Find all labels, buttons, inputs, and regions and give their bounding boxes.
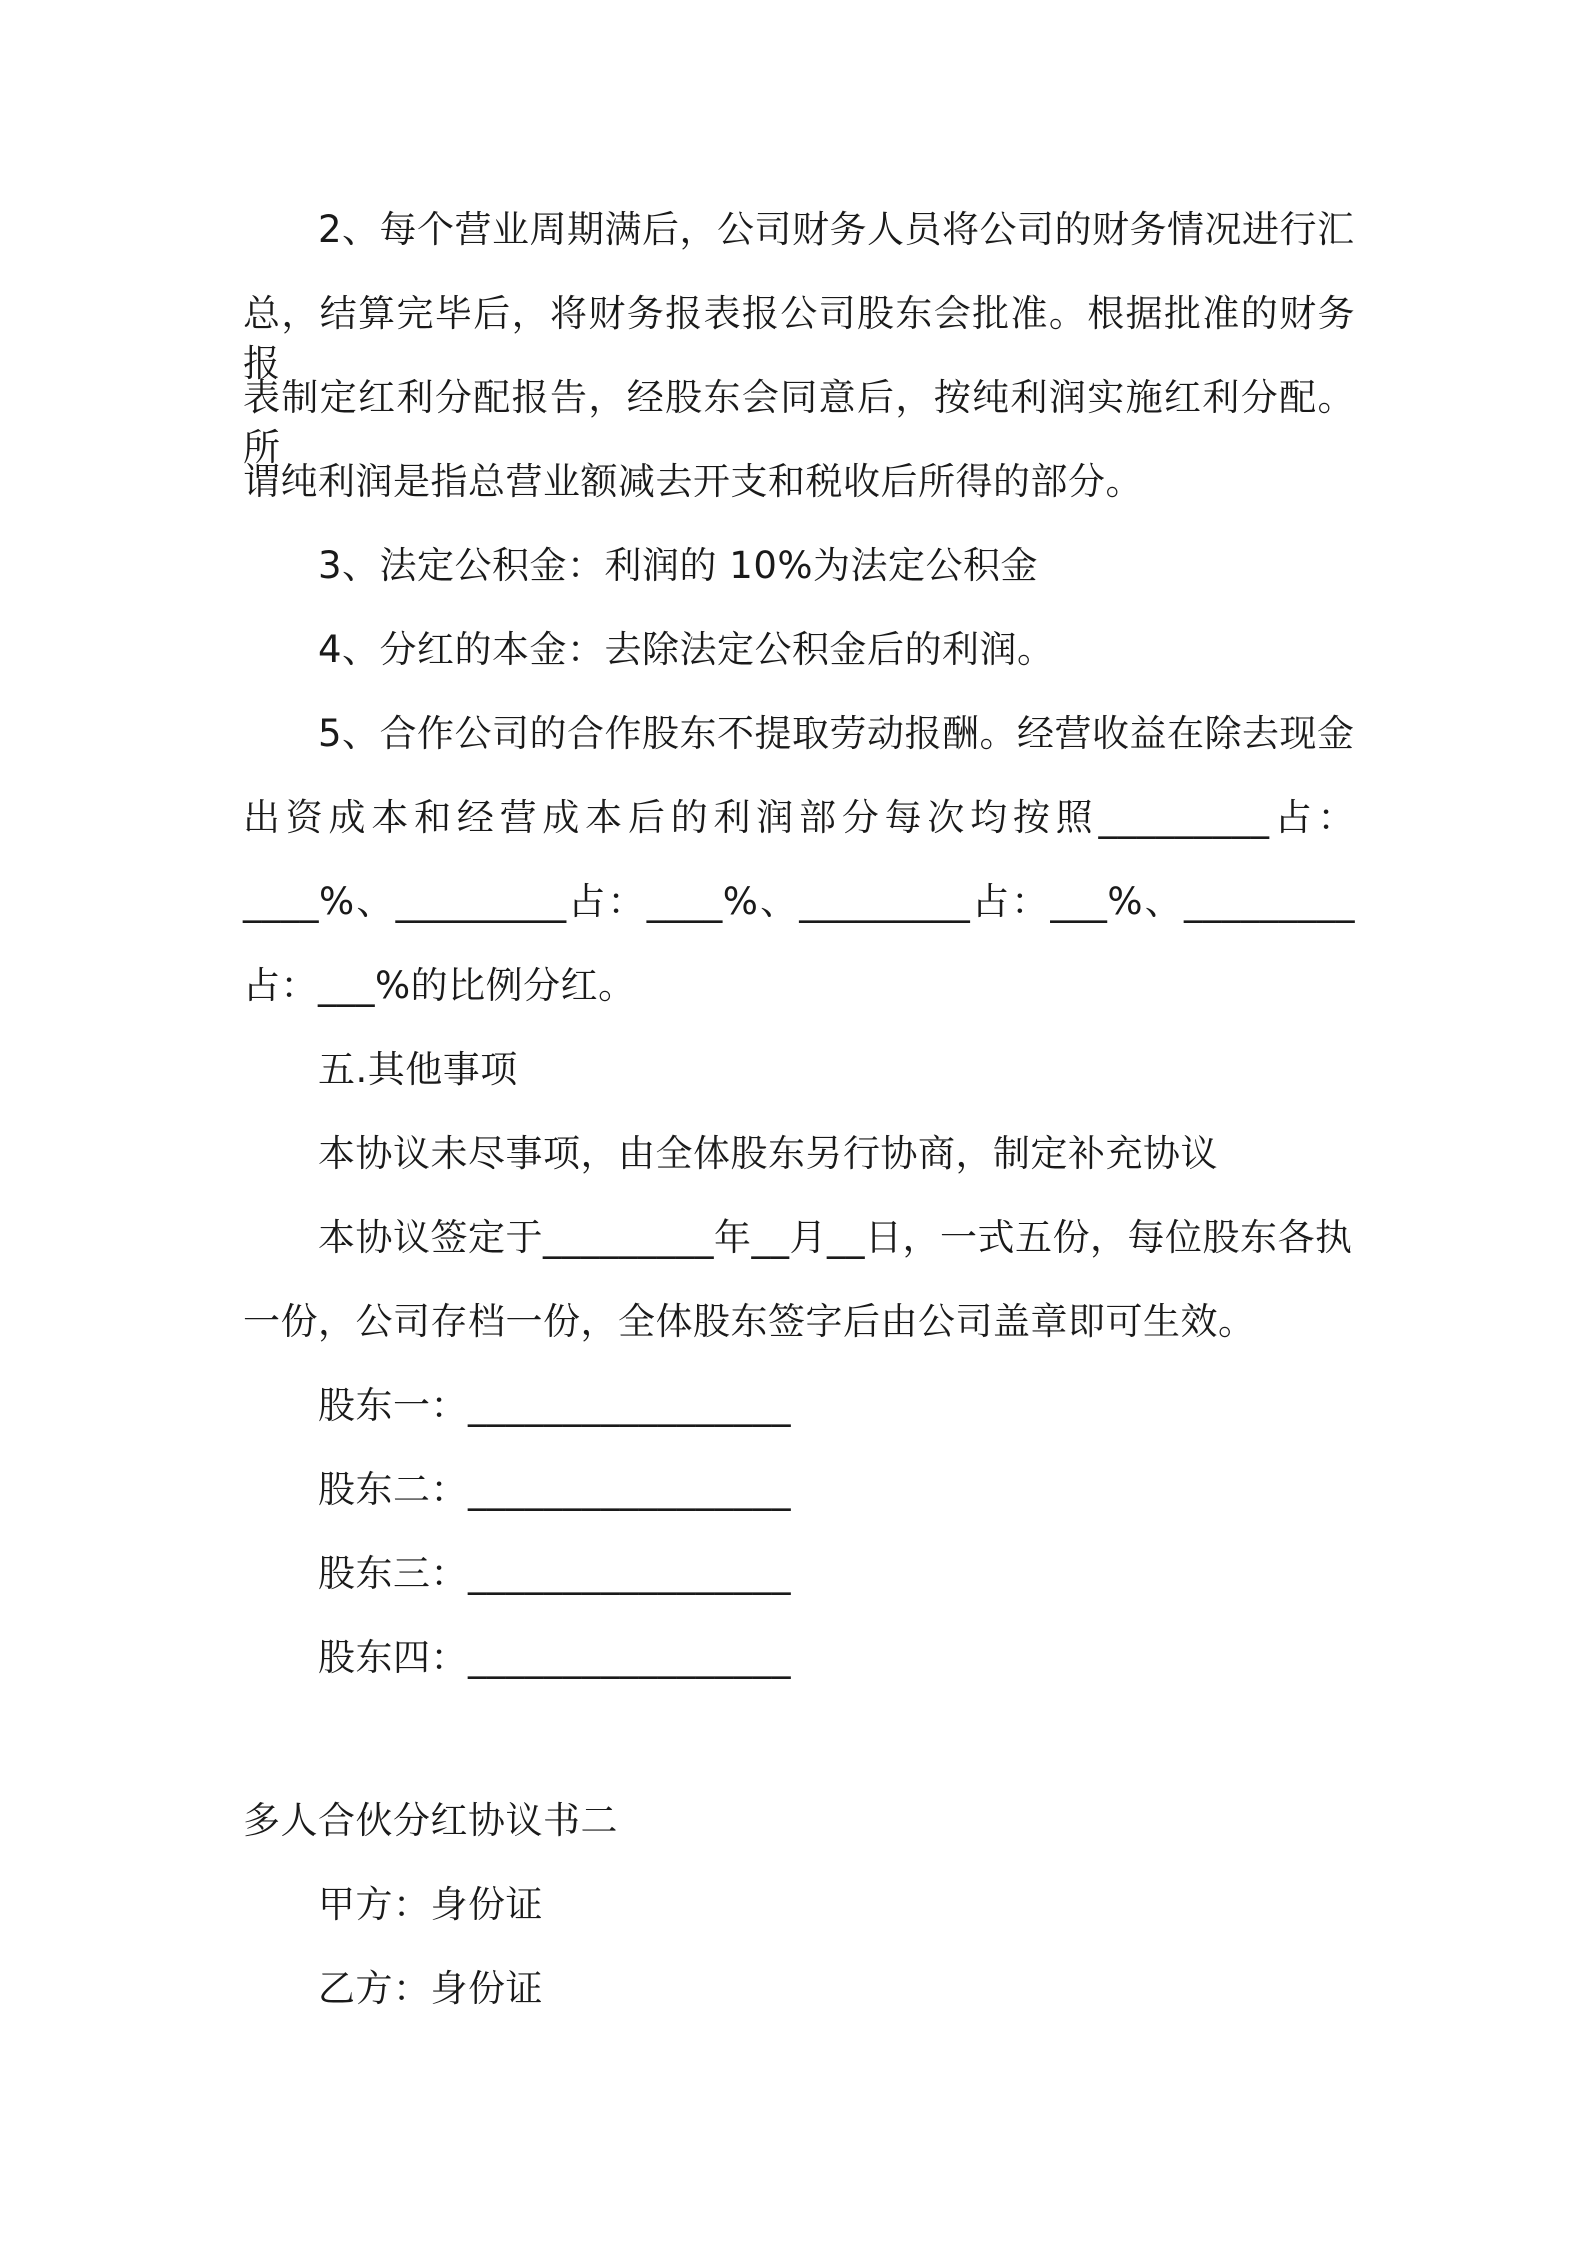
- paragraph-line: 表制定红利分配报告，经股东会同意后，按纯利润实施红利分配。所: [243, 376, 1355, 469]
- paragraph-line: 本协议签定于_________年__月__日，一式五份，每位股东各执: [318, 1216, 1353, 1259]
- signature-line: 股东三：_________________: [318, 1552, 791, 1595]
- document-title: 多人合伙分红协议书二: [243, 1799, 618, 1842]
- paragraph-line: 本协议未尽事项，由全体股东另行协商，制定补充协议: [318, 1132, 1218, 1175]
- party-line: 乙方：身份证: [318, 1967, 543, 2010]
- paragraph-line: 5、合作公司的合作股东不提取劳动报酬。经营收益在除去现金: [318, 712, 1355, 755]
- signature-line: 股东四：_________________: [318, 1636, 791, 1679]
- paragraph-line: ____%、_________占：____%、_________占：___%、_________: [243, 880, 1355, 923]
- paragraph-line: 2、每个营业周期满后，公司财务人员将公司的财务情况进行汇: [318, 208, 1355, 251]
- paragraph-line: 谓纯利润是指总营业额减去开支和税收后所得的部分。: [243, 460, 1143, 503]
- party-line: 甲方：身份证: [318, 1883, 543, 1926]
- paragraph-line: 3、法定公积金：利润的 10%为法定公积金: [318, 544, 1039, 587]
- signature-line: 股东二：_________________: [318, 1468, 791, 1511]
- paragraph-line: 一份，公司存档一份，全体股东签字后由公司盖章即可生效。: [243, 1300, 1256, 1343]
- paragraph-line: 占：___%的比例分红。: [243, 964, 636, 1007]
- section-heading: 五.其他事项: [318, 1048, 518, 1091]
- paragraph-line: 出资成本和经营成本后的利润部分每次均按照_________占：: [243, 796, 1355, 839]
- paragraph-line: 总，结算完毕后，将财务报表报公司股东会批准。根据批准的财务报: [243, 292, 1355, 385]
- paragraph-line: 4、分红的本金：去除法定公积金后的利润。: [318, 628, 1055, 671]
- signature-line: 股东一：_________________: [318, 1384, 791, 1427]
